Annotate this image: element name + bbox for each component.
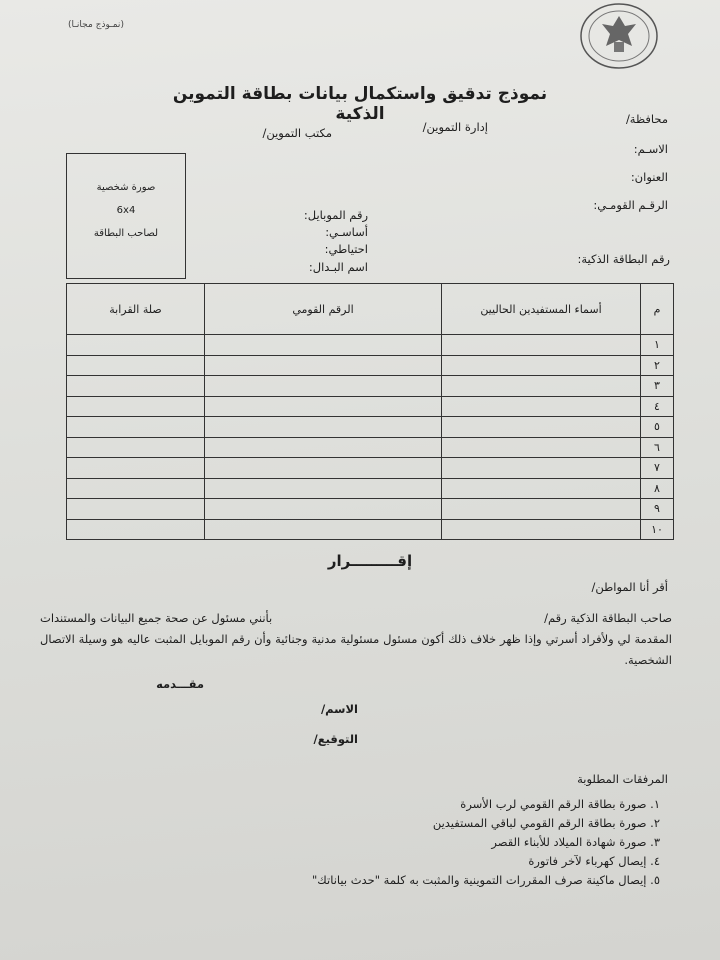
table-row: [67, 376, 674, 397]
cell-relation: [67, 355, 205, 376]
cell-name: [442, 396, 641, 417]
list-item: ٥. إيصال ماكينة صرف المقررات التموينية والمثبت به كلمة "حدث بياناتك": [312, 873, 660, 887]
cell-national-id: [205, 376, 442, 397]
cell-relation: [67, 417, 205, 438]
list-item: ١. صورة بطاقة الرقم القومي لرب الأسرة: [460, 797, 660, 811]
cell-name: [442, 355, 641, 376]
attachments-title: المرفقات المطلوبة: [577, 772, 668, 786]
free-form-note: (نمـوذج مجانـا): [68, 20, 124, 30]
attachments-list: [250, 795, 660, 890]
beneficiaries-table: [66, 283, 674, 540]
signature-label: التوقيع/: [313, 732, 358, 746]
cell-relation: [67, 396, 205, 417]
smart-card-number-label: رقم البطاقة الذكية:: [577, 252, 670, 266]
cell-name: [442, 437, 641, 458]
table-row: [67, 519, 674, 540]
table-header-row: [67, 284, 674, 335]
table-row: [67, 335, 674, 356]
supply-office-label: مكتب التموين/: [262, 126, 332, 140]
row-number: ٨: [641, 478, 674, 499]
cell-relation: [67, 335, 205, 356]
cell-relation: [67, 458, 205, 479]
declaration-text-line1: بأنني مسئول عن صحة جميع البيانات والمستندات: [40, 611, 273, 625]
row-number: ١: [641, 335, 674, 356]
cell-national-id: [205, 437, 442, 458]
list-item: ٢. صورة بطاقة الرقم القومي لباقي المستفيدين: [432, 816, 660, 830]
cell-national-id: [205, 396, 442, 417]
cell-name: [442, 478, 641, 499]
mobile-label: رقم الموبايل:: [303, 208, 368, 222]
cell-national-id: [205, 417, 442, 438]
table-row: [67, 417, 674, 438]
photo-owner: لصاحب البطاقة: [93, 228, 159, 239]
row-number: ٧: [641, 458, 674, 479]
submitter-label: مقـــدمه: [156, 677, 204, 691]
cell-national-id: [205, 478, 442, 499]
header-relation: صلة القرابة: [67, 284, 205, 335]
row-number: ٢: [641, 355, 674, 376]
row-number: ٤: [641, 396, 674, 417]
table-row: [67, 478, 674, 499]
cell-name: [442, 376, 641, 397]
table-row: [67, 396, 674, 417]
list-item: ٣. صورة شهادة الميلاد للأبناء القصر: [491, 835, 660, 849]
header-national-id: الرقم القومي: [205, 284, 442, 335]
cell-relation: [67, 519, 205, 540]
row-number: ٥: [641, 417, 674, 438]
cell-name: [442, 417, 641, 438]
photo-box: [66, 153, 186, 279]
card-holder-label: صاحب البطاقة الذكية رقم/: [544, 611, 672, 625]
table-row: [67, 437, 674, 458]
table-row: [67, 355, 674, 376]
supply-admin-label: إدارة التموين/: [422, 120, 488, 134]
table-row: [67, 499, 674, 520]
basic-mobile-label: أساسـي:: [325, 225, 368, 239]
cell-national-id: [205, 458, 442, 479]
list-item: ٤. إيصال كهرباء لآخر فاتورة: [528, 854, 660, 868]
cell-national-id: [205, 355, 442, 376]
cell-national-id: [205, 499, 442, 520]
national-id-label: الرقـم القومـي:: [593, 198, 668, 212]
header-number: م: [641, 284, 674, 335]
submitter-name-label: الاسم/: [320, 702, 358, 716]
row-number: ١٠: [641, 519, 674, 540]
cell-national-id: [205, 335, 442, 356]
cell-name: [442, 458, 641, 479]
row-number: ٣: [641, 376, 674, 397]
cell-national-id: [205, 519, 442, 540]
cell-relation: [67, 437, 205, 458]
declaration-paragraph: [40, 608, 672, 671]
citizen-label: أقر أنا المواطن/: [591, 580, 668, 594]
name-label: الاسـم:: [633, 142, 668, 156]
declaration-title: إقـــــــــرار: [327, 552, 413, 570]
backup-mobile-label: احتياطي:: [324, 242, 368, 256]
cell-name: [442, 519, 641, 540]
government-seal-logo: [578, 2, 660, 70]
form-title: نموذج تدقيق واستكمال بيانات بطاقة التموين الذكية: [172, 84, 548, 124]
row-number: ٦: [641, 437, 674, 458]
photo-size: 6x4: [116, 205, 136, 216]
governorate-label: محافظة/: [625, 112, 668, 126]
row-number: ٩: [641, 499, 674, 520]
declaration-text-line2: المقدمة لي ولأفراد أسرتي وإذا ظهر خلاف ذلك أكون مسئول مسئولية مدنية وجنائية وأن رقم الموبايل المثبت عاليه هو وسيلة الاتصال الشخصية.: [40, 632, 672, 667]
cell-relation: [67, 499, 205, 520]
substitute-name-label: اسم البـدال:: [308, 260, 368, 274]
table-row: [67, 458, 674, 479]
address-label: العنوان:: [630, 170, 668, 184]
cell-name: [442, 335, 641, 356]
header-beneficiary-names: أسماء المستفيدين الحاليين: [442, 284, 641, 335]
cell-relation: [67, 478, 205, 499]
photo-caption: صورة شخصية: [96, 182, 156, 193]
cell-name: [442, 499, 641, 520]
cell-relation: [67, 376, 205, 397]
